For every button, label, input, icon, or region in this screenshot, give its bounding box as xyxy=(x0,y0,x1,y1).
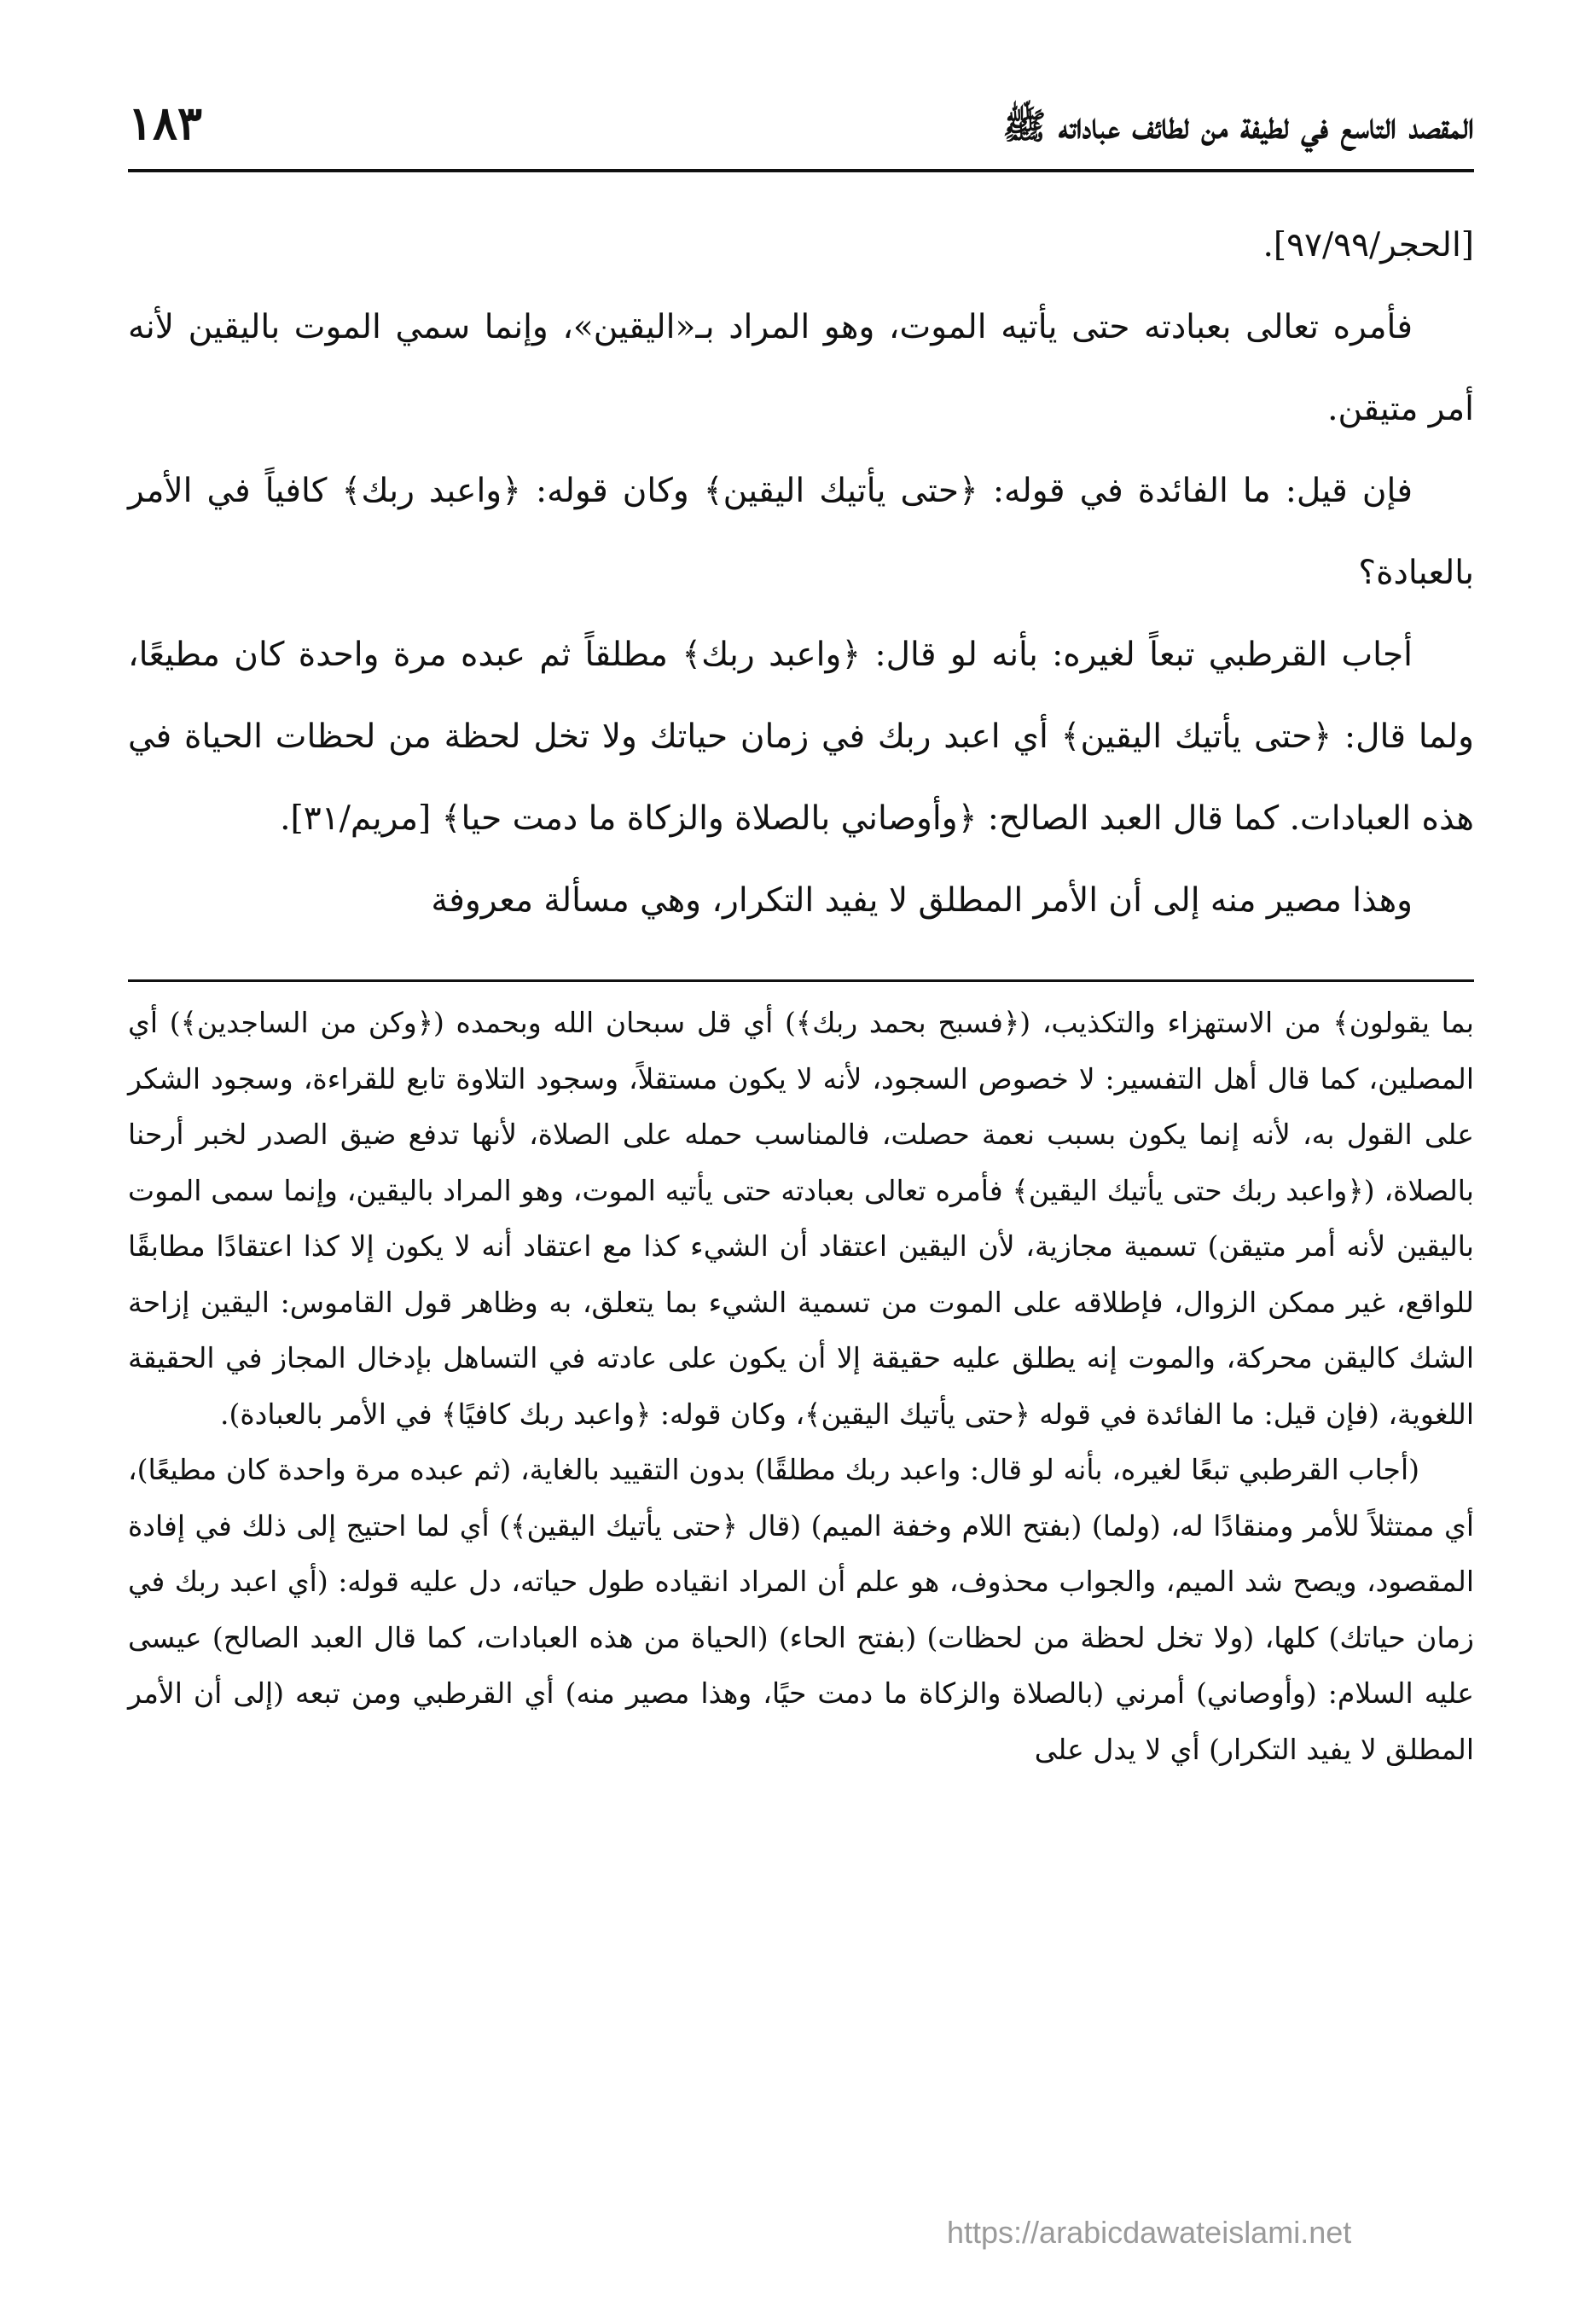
commentary-text xyxy=(128,995,1474,1777)
header-divider xyxy=(128,169,1474,172)
main-paragraph: [الحجر/٩٧/٩٩]. xyxy=(1262,226,1474,264)
page-number: ١٨٣ xyxy=(128,96,203,150)
commentary-paragraph: بما يقولون﴾ من الاستهزاء والتكذيب، (﴿فسبح بحمد ربك﴾) أي قل سبحان الله وبحمده (﴿وكن من الساجدين﴾) أي المصلين، كما قال أهل التفسير: لا خصوص السجود، لأنه لا يكون مستقلاً، وسجود التلاوة تابع للقراءة، وسجود الشكر على القول به، لأنه إنما يكون بسبب نعمة حصلت، فالمناسب حمله على الصلاة، لأنها تدفع ضيق الصدر لخبر أرحنا بالصلاة، (﴿واعبد ربك حتى يأتيك اليقين﴾ فأمره تعالى بعبادته حتى يأتيه الموت، وهو المراد باليقين، وإنما سمى الموت باليقين لأنه أمر متيقن) تسمية مجازية، لأن اليقين اعتقاد أن الشيء كذا مع اعتقاد أنه لا يكون إلا كذا اعتقادًا مطابقًا للواقع، غير ممكن الزوال، فإطلاقه على الموت من تسمية الشيء بما يتعلق، به وظاهر قول القاموس: اليقين إزاحة الشك كاليقن محركة، والموت إنه يطلق عليه حقيقة إلا أن يكون على عادته في التساهل بإدخال المجاز في الحقيقة اللغوية، (فإن قيل: ما الفائدة في قوله ﴿حتى يأتيك اليقين﴾، وكان قوله: ﴿واعبد ربك كافيًا﴾ في الأمر بالعبادة). xyxy=(128,1006,1474,1431)
running-title: المقصد التاسع في لطيفة من لطائف عباداته ﷺ xyxy=(1002,105,1474,147)
main-paragraph: فأمره تعالى بعبادته حتى يأتيه الموت، وهو المراد بـ«اليقين»، وإنما سمي الموت باليقين لأنه أمر متيقن. xyxy=(128,308,1474,428)
main-paragraph: وهذا مصير منه إلى أن الأمر المطلق لا يفيد التكرار، وهي مسألة معروفة xyxy=(431,881,1413,920)
main-paragraph: أجاب القرطبي تبعاً لغيره: بأنه لو قال: ﴿واعبد ربك﴾ مطلقاً ثم عبده مرة واحدة كان مطيعًا، ولما قال: ﴿حتى يأتيك اليقين﴾ أي اعبد ربك في زمان حياتك ولا تخل لحظة من لحظات الحياة في هذه العبادات. كما قال العبد الصالح: ﴿وأوصاني بالصلاة والزكاة ما دمت حيا﴾ [مريم/٣١]. xyxy=(128,636,1474,838)
main-paragraph: فإن قيل: ما الفائدة في قوله: ﴿حتى يأتيك اليقين﴾ وكان قوله: ﴿واعبد ربك﴾ كافياً في الأمر بالعبادة؟ xyxy=(128,472,1474,592)
footnote-divider xyxy=(128,979,1474,982)
commentary-paragraph: (أجاب القرطبي تبعًا لغيره، بأنه لو قال: واعبد ربك مطلقًا) بدون التقييد بالغاية، (ثم عبده مرة واحدة كان مطيعًا)، أي ممتثلاً للأمر ومنقادًا له، (ولما) (بفتح اللام وخفة الميم) (قال ﴿حتى يأتيك اليقين﴾) أي لما احتيج إلى ذلك في إفادة المقصود، ويصح شد الميم، والجواب محذوف، هو علم أن المراد انقياده طول حياته، دل عليه قوله: (أي اعبد ربك في زمان حياتك) كلها، (ولا تخل لحظة من لحظات) (بفتح الحاء) (الحياة من هذه العبادات، كما قال العبد الصالح) عيسى عليه السلام: (وأوصاني) أمرني (بالصلاة والزكاة ما دمت حيًا، وهذا مصير منه) أي القرطبي ومن تبعه (إلى أن الأمر المطلق لا يفيد التكرار) أي لا يدل على xyxy=(128,1453,1474,1766)
page-header xyxy=(128,92,1474,160)
main-text xyxy=(128,205,1474,942)
watermark-url: https://arabicdawateislami.net xyxy=(947,2215,1352,2250)
